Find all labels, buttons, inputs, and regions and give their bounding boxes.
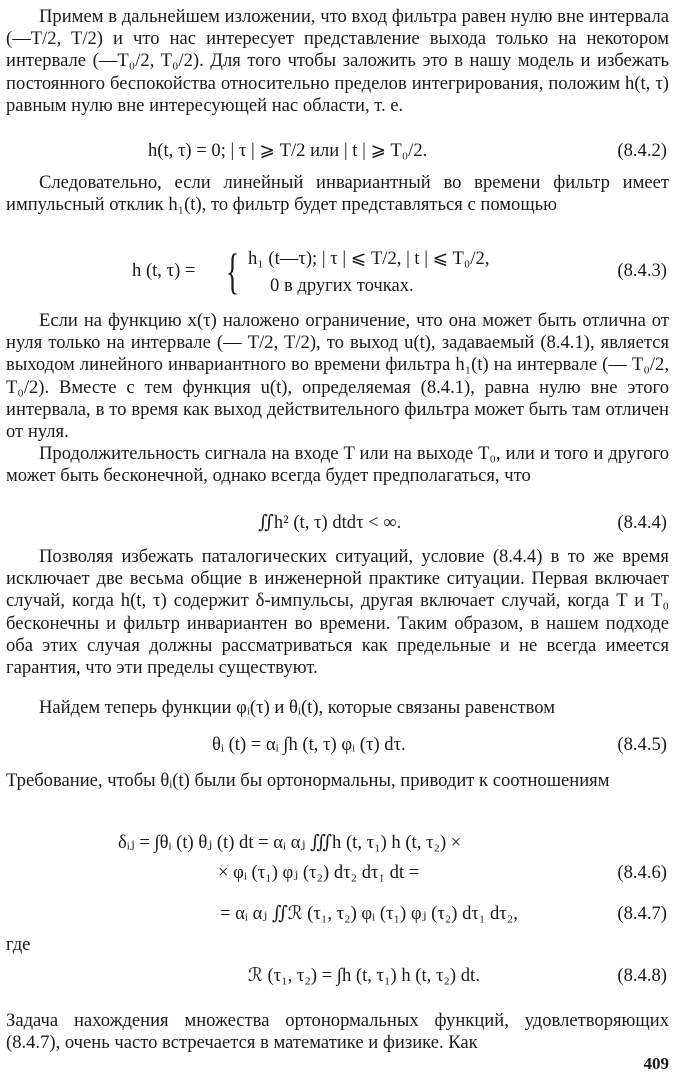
equation-body: θᵢ (t) = αᵢ ∫h (t, τ) φᵢ (τ) dτ. xyxy=(212,734,406,755)
equation-8-4-7 xyxy=(0,903,685,929)
equation-8-4-2 xyxy=(0,140,685,166)
paragraph-find-functions: Найдем теперь функции φᵢ(τ) и θᵢ(t), которые связаны равенством xyxy=(39,697,556,718)
paragraph-duration: Продолжительность сигнала на входе T или на выходе T₀, или и того и другого может быть бесконечной, однако всегда будет предполагаться, что xyxy=(6,443,669,487)
paragraph-requirement: Требование, чтобы θᵢ(t) были бы ортонормальны, приводит к соотношениям xyxy=(6,770,610,791)
paragraph-filter: Следовательно, если линейный инвариантный во времени фильтр имеет импульсный отклик h₁(t), то фильтр будет представляться с помощью xyxy=(6,172,669,216)
word-where: где xyxy=(6,934,31,955)
equation-body: h(t, τ) = 0; | τ | ⩾ T/2 или | t | ⩾ T₀/2. xyxy=(148,140,428,161)
equation-body: = αᵢ αⱼ ∬ℛ (τ₁, τ₂) φᵢ (τ₁) φⱼ (τ₂) dτ₁ dτ₂, xyxy=(220,903,518,924)
equation-number: (8.4.4) xyxy=(617,512,667,533)
equation-number: (8.4.7) xyxy=(617,903,667,924)
equation-lhs: h (t, τ) = xyxy=(132,260,196,281)
equation-case-1: h₁ (t—τ); | τ | ⩽ T/2, | t | ⩽ T₀/2, xyxy=(248,248,490,269)
equation-number: (8.4.8) xyxy=(617,965,667,986)
equation-8-4-4 xyxy=(0,512,685,538)
equation-8-4-3 xyxy=(0,243,685,299)
equation-body: ℛ (τ₁, τ₂) = ∫h (t, τ₁) h (t, τ₂) dt. xyxy=(248,965,480,986)
equation-number: (8.4.3) xyxy=(617,260,667,281)
equation-body: ∬h² (t, τ) dtdτ < ∞. xyxy=(258,512,402,533)
equation-8-4-6 xyxy=(0,832,685,884)
equation-number: (8.4.5) xyxy=(617,734,667,755)
equation-number: (8.4.2) xyxy=(617,140,667,161)
equation-8-4-8 xyxy=(0,965,685,991)
equation-number: (8.4.6) xyxy=(617,862,667,883)
equation-8-4-5 xyxy=(0,734,685,760)
curly-brace: { xyxy=(226,243,240,299)
paragraph-constraint: Если на функцию x(τ) наложено ограничение, что она может быть отлична от нуля только на интервале (— T/2, T/2), то выход u(t), задаваемый (8.4.1), является выходом линейного инвариантного во времени фильтра h₁(t) на интервале (— T₀/2, T₀/2). Вместе с тем функция u(t), определяемая (8.4.1), равна нулю вне этого интервала, в то время как выход действительного фильтра может быть там отличен от нуля. xyxy=(6,310,669,443)
equation-case-2: 0 в других точках. xyxy=(270,275,414,296)
page-number: 409 xyxy=(643,1053,669,1073)
paragraph-pathological: Позволяя избежать паталогических ситуаций, условие (8.4.4) в то же время исключает две весьма общие в инженерной практике ситуации. Первая включает случай, когда h(t, τ) содержит δ-импульсы, другая включает случай, когда T и T₀ бесконечны и фильтр инвариантен во времени. Таким образом, в нашем подходе оба этих случая должны рассматриваться как предельные и не всегда имеется гарантия, что эти пределы существуют. xyxy=(6,546,669,679)
equation-line-1: δᵢⱼ = ∫θᵢ (t) θⱼ (t) dt = αᵢ αⱼ ∭h (t, τ₁) h (t, τ₂) × xyxy=(118,832,462,853)
paragraph-problem: Задача нахождения множества ортонормальных функций, удовлетворяющих (8.4.7), очень часто встречается в математике и физике. Как xyxy=(6,1010,669,1054)
equation-line-2: × φᵢ (τ₁) φⱼ (τ₂) dτ₂ dτ₁ dt = xyxy=(218,862,420,883)
paragraph-intro: Примем в дальнейшем изложении, что вход фильтра равен нулю вне интервала (—T/2, T/2) и что нас интересует представление выхода только на некотором интервале (—T₀/2, T₀/2). Для того чтобы заложить это в нашу модель и избежать постоянного беспокойства относительно пределов интегрирования, положим h(t, τ) равным нулю вне интересующей нас области, т. е. xyxy=(6,6,669,116)
